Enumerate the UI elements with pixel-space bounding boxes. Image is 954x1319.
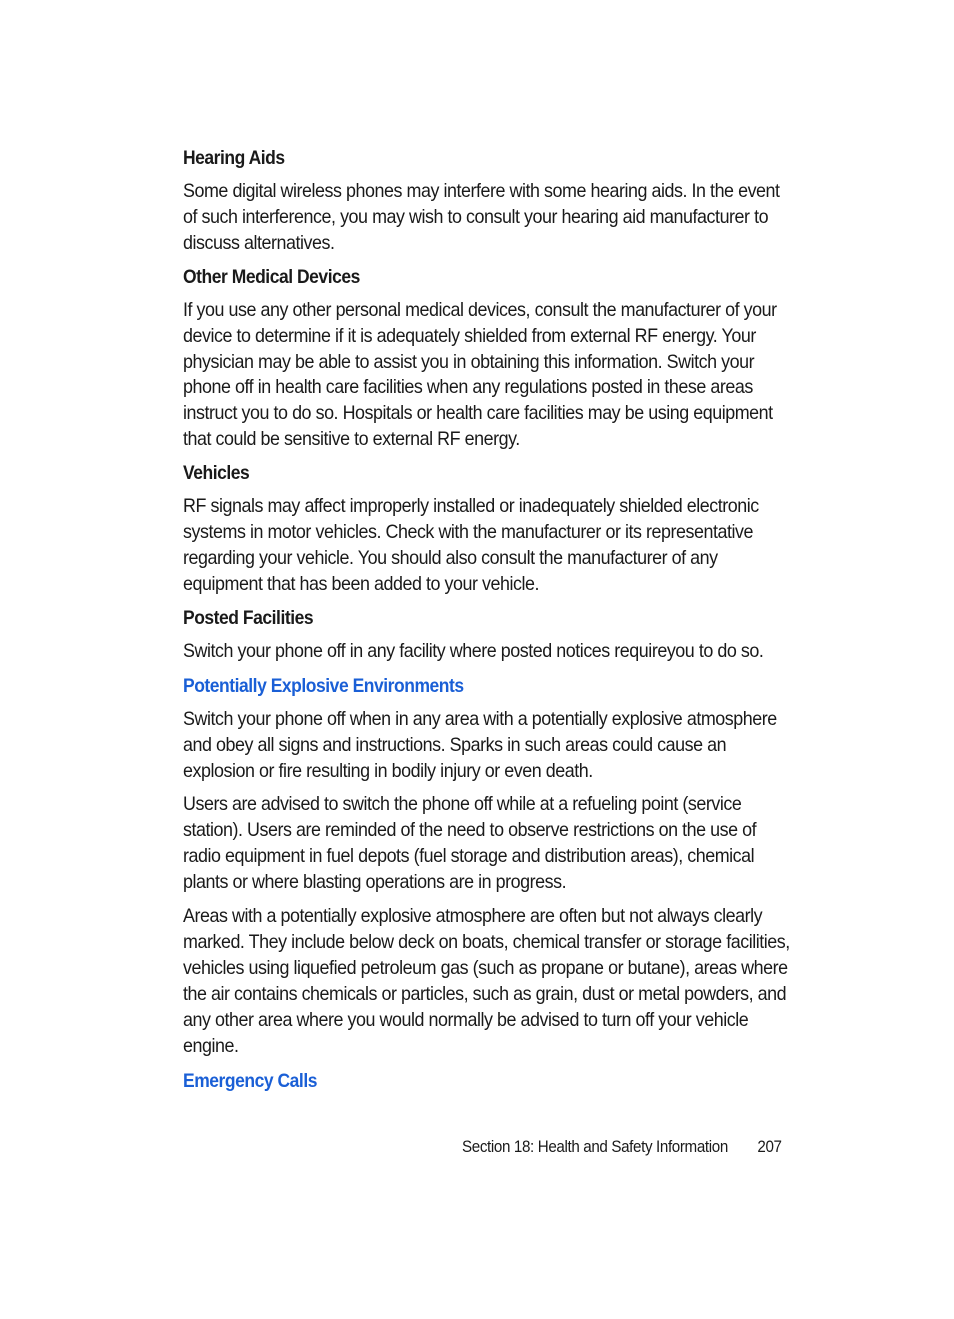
paragraph-vehicles: RF signals may affect improperly installed or inadequately shielded electronic systems in motor vehicles. Check with the manufacturer or its representative regarding your vehicle. You should also consult the manufacturer of any equipment that has been added to your vehicle. [183,495,759,595]
page-number: 207 [757,1138,782,1156]
paragraph-explosive-1: Switch your phone off when in any area with a potentially explosive atmosphere and obey all signs and instructions. Sparks in such areas could cause an explosion or fire resulting in bodily injury or even death. [183,707,777,782]
paragraph-hearing-aids: Some digital wireless phones may interfere with some hearing aids. In the event of such interference, you may wish to consult your hearing aid manufacturer to discuss alternatives. [183,180,780,254]
heading-vehicles: Vehicles [183,463,250,485]
heading-hearing-aids: Hearing Aids [183,148,285,169]
paragraph-explosive-3: Areas with a potentially explosive atmosphere are often but not always clearly marked. They include below deck on boats, chemical transfer or storage facilities, vehicles using liquefied petroleum gas (such as propane or butane), areas where the air contains chemicals or particles, such as grain, dust or metal powders, and any other area where you would normally be advised to turn off your vehicle engine. [183,905,790,1057]
page-content [183,146,798,1102]
footer-section-label: Section 18: Health and Safety Information [462,1138,728,1156]
paragraph-explosive-2: Users are advised to switch the phone off while at a refueling point (service station). Users are reminded of the need to observe restrictions on the use of radio equipment in fuel depots (fuel storage and distribution areas), chemical plants or where blasting operations are in progress. [183,793,757,894]
paragraph-other-medical-devices: If you use any other personal medical devices, consult the manufacturer of your device to determine if it is adequately shielded from external RF energy. Your physician may be able to assist you in obtaining this information. Switch your phone off in health care facilities when any regulations posted in these areas instruct you to do so. Hospitals or health care facilities may be using equipment that could be sensitive to external RF energy. [183,298,777,451]
heading-other-medical-devices: Other Medical Devices [183,266,360,288]
page-footer [462,1135,782,1159]
heading-posted-facilities: Posted Facilities [183,607,314,629]
heading-potentially-explosive-environments: Potentially Explosive Environments [183,675,464,697]
paragraph-posted-facilities: Switch your phone off in any facility where posted notices requireyou to do so. [183,639,764,662]
heading-emergency-calls: Emergency Calls [183,1071,317,1093]
